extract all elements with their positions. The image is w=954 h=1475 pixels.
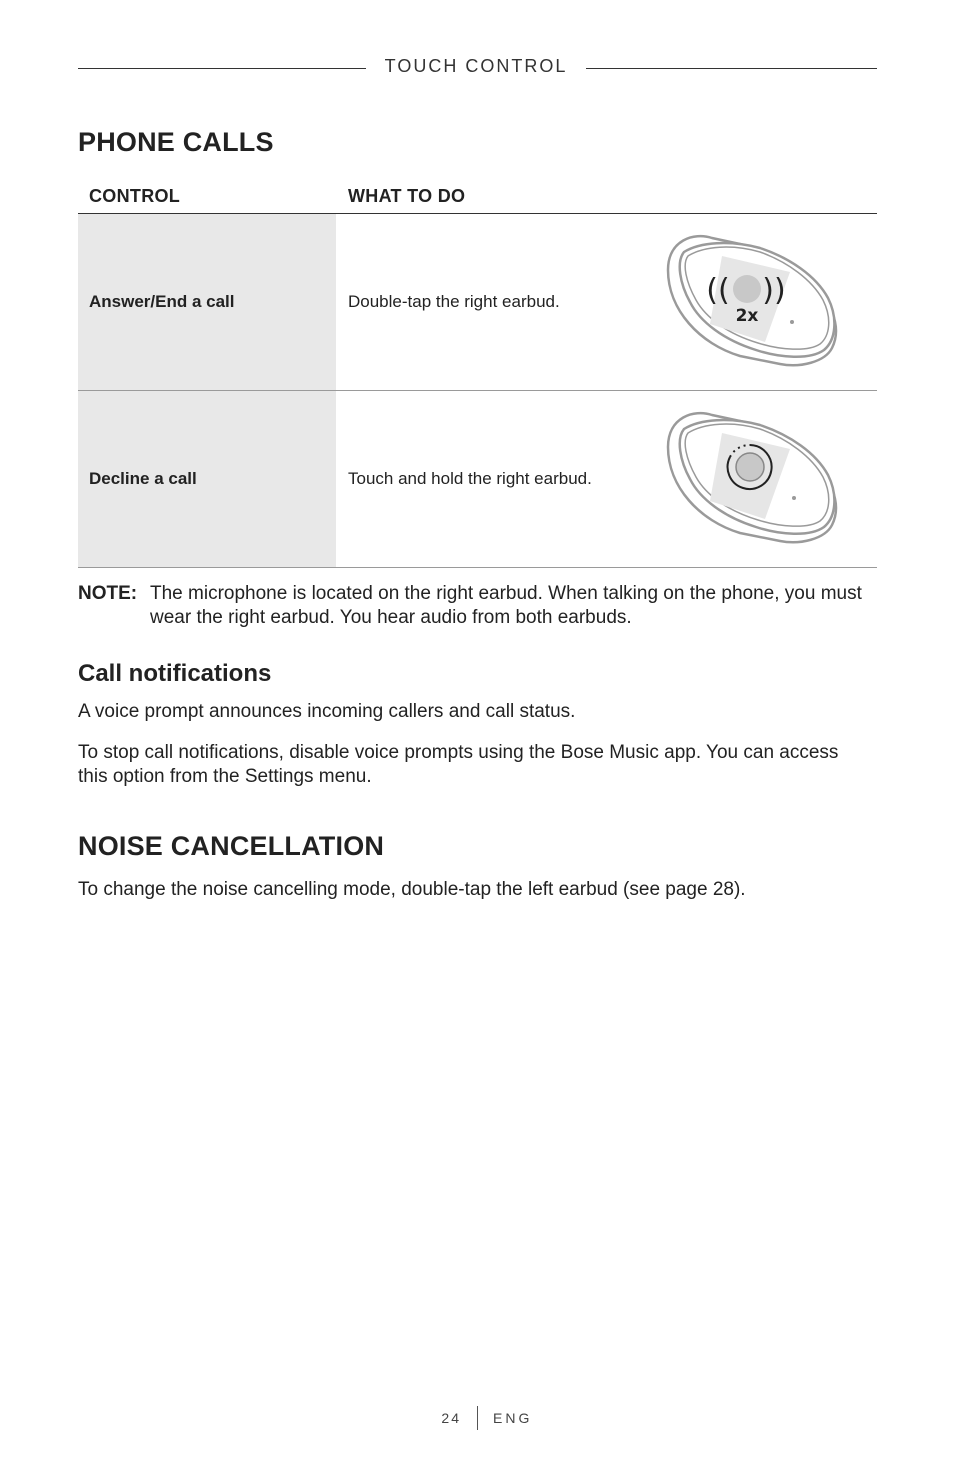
noise-cancellation-paragraph: To change the noise cancelling mode, double-tap the left earbud (see page 28). [78,879,746,900]
earbud-double-tap-icon [660,232,846,372]
table-bottom-rule [78,567,877,568]
noise-cancellation-heading: NOISE CANCELLATION [78,831,385,861]
note-text: The microphone is located on the right earbud. When talking on the phone, you must wear the right earbud. You hear audio from both earbuds. [150,583,862,628]
note-label: NOTE: [78,583,138,604]
svg-text:)): )) [762,273,786,308]
tap-count-badge: 2x [735,306,759,326]
action-text: Double-tap the right earbud. [348,292,560,311]
language-code: ENG [493,1410,533,1426]
page-footer [0,1406,954,1430]
call-notifications-paragraph-1: A voice prompt announces incoming callers and call status. [78,701,576,722]
call-notifications-heading: Call notifications [78,660,272,687]
header-title: TOUCH CONTROL [384,56,568,76]
header-rule-right [586,68,877,69]
phone-calls-heading: PHONE CALLS [78,127,274,157]
action-text: Touch and hold the right earbud. [348,469,592,488]
column-header-what-to-do: WHAT TO DO [348,186,466,206]
page-header [78,56,877,80]
earbud-touch-hold-icon [660,409,846,549]
svg-text:((: (( [706,273,730,308]
control-label: Answer/End a call [89,292,235,311]
column-header-control: CONTROL [89,186,181,206]
header-rule-left [78,68,366,69]
page-number: 24 [441,1410,461,1426]
control-label: Decline a call [89,469,197,488]
footer-separator [477,1406,478,1430]
call-notifications-paragraph-2: To stop call notifications, disable voice prompts using the Bose Music app. You can access this option from the Settings menu. [78,742,839,787]
